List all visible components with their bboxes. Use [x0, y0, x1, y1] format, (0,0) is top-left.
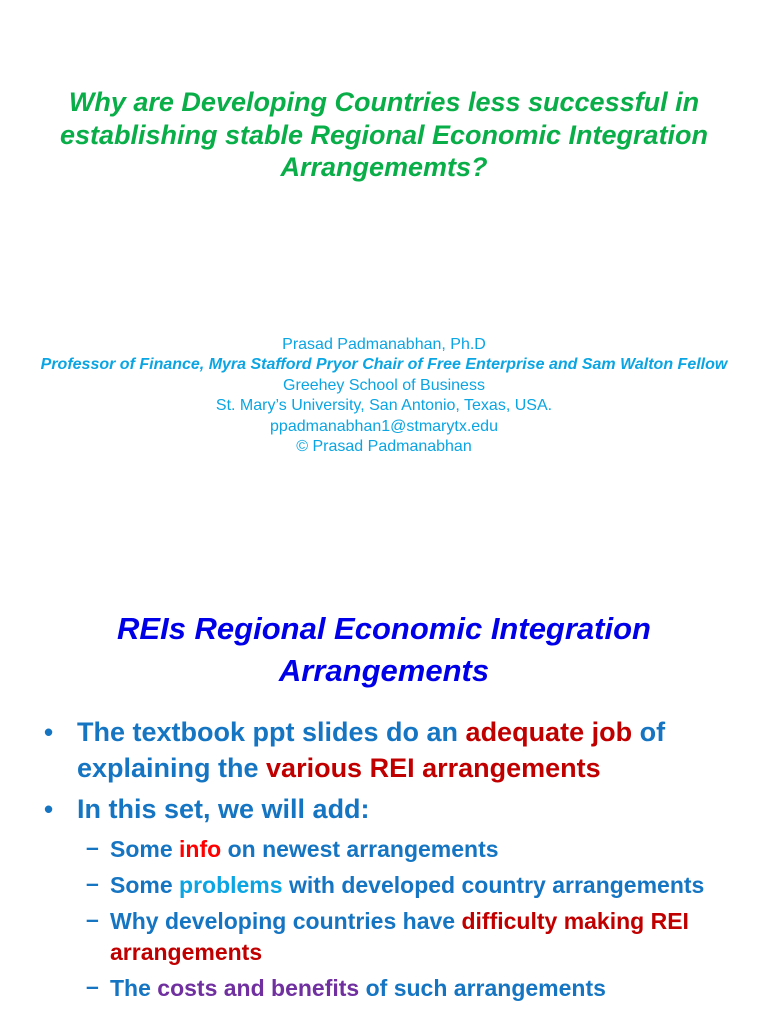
- bullet-item: [0, 792, 768, 828]
- bullet-text: In this set, we will add:: [77, 794, 370, 824]
- sub-bullet-text: of such arrangements: [359, 974, 606, 1001]
- copyright-notice: © Prasad Padmanabhan: [296, 438, 472, 456]
- school-name: Greehey School of Business: [283, 376, 485, 394]
- bullet-dot-icon: •: [44, 794, 54, 824]
- bullet-text: of explaining the: [77, 717, 666, 783]
- sub-bullet-text: with developed country arrangements: [282, 871, 705, 898]
- sub-bullet-text: The: [110, 974, 158, 1001]
- university-name: St. Mary’s University, San Antonio, Texas, USA.: [215, 397, 553, 415]
- author-block: [40, 335, 728, 457]
- slide2-heading: [40, 608, 728, 691]
- dash-icon: –: [86, 833, 99, 860]
- bullet-item: [0, 715, 768, 786]
- highlight-red: info: [179, 835, 222, 862]
- highlight-dark-red: adequate job: [465, 717, 633, 747]
- dash-icon: –: [86, 905, 99, 932]
- bullet-list: [0, 715, 768, 1009]
- author-email: ppadmanabhan1@stmarytx.edu: [270, 417, 498, 435]
- sub-bullet-text: Why developing countries have: [110, 907, 462, 934]
- sub-bullet-item: [0, 870, 768, 901]
- sub-bullet-item: [0, 973, 768, 1004]
- heading-prefix: REIs: [117, 611, 195, 646]
- author-position: Professor of Finance, Myra Stafford Pryor Chair of Free Enterprise and Sam Walton Fellow: [40, 356, 728, 374]
- heading-rest: Regional Economic Integration Arrangements: [194, 611, 651, 688]
- bullet-dot-icon: •: [44, 717, 54, 747]
- title-slide-heading: Why are Developing Countries less successful in establishing stable Regional Economic Integration Arrangememts?: [59, 87, 709, 182]
- sub-bullet-item: [0, 906, 768, 968]
- dash-icon: –: [86, 869, 99, 896]
- highlight-dark-red: various REI arrangements: [266, 752, 601, 783]
- highlight-dark-red: difficulty making REI arrangements: [110, 907, 689, 965]
- sub-bullet-text: Some: [110, 871, 180, 898]
- bullet-text: The textbook ppt slides do an: [77, 717, 466, 747]
- author-name: Prasad Padmanabhan, Ph.D: [282, 336, 486, 353]
- highlight-cyan: problems: [179, 871, 283, 898]
- dash-icon: –: [86, 972, 99, 999]
- highlight-purple: costs and benefits: [157, 974, 360, 1001]
- sub-bullet-item: [0, 834, 768, 865]
- sub-bullet-text: Some: [110, 835, 180, 862]
- sub-bullet-text: on newest arrangements: [221, 835, 499, 862]
